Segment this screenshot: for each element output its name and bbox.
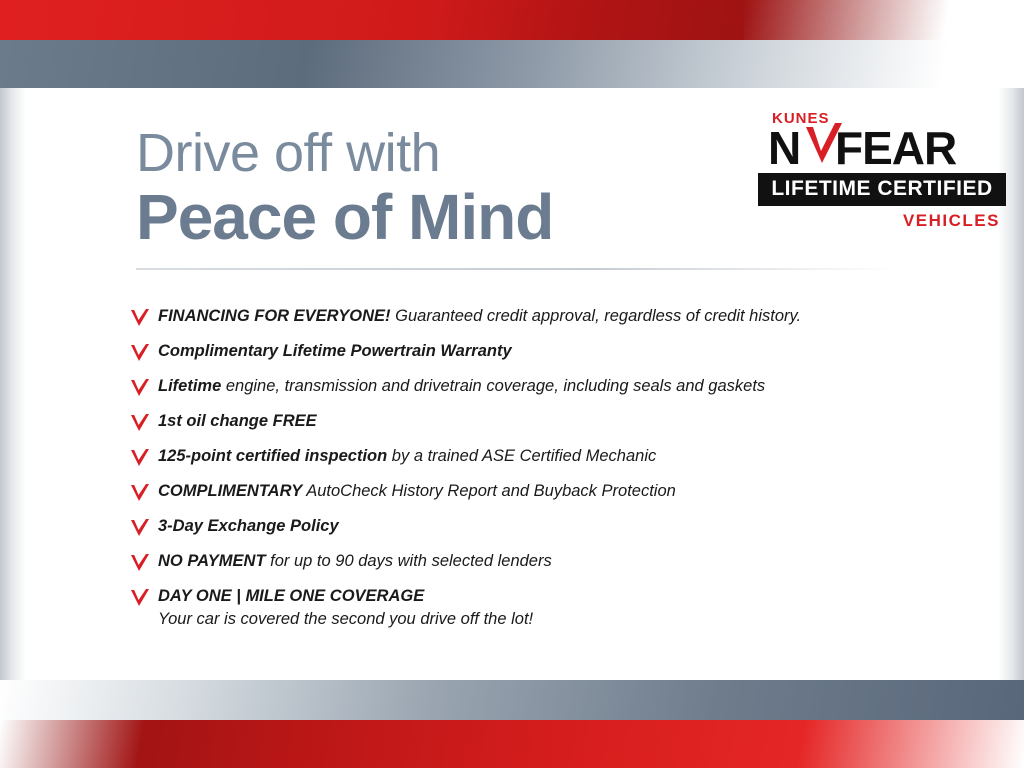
list-item	[130, 341, 930, 363]
list-item-rest: for up to 90 days with selected lenders	[265, 552, 552, 570]
logo-brand-text: KUNES	[772, 110, 830, 127]
top-red-band	[0, 0, 1024, 40]
list-item-bold: DAY ONE | MILE ONE COVERAGE	[158, 587, 425, 605]
logo-wordmark	[758, 122, 1006, 174]
logo-word-left: N	[768, 122, 801, 174]
list-item-subtext: Your car is covered the second you drive off the lot!	[158, 610, 534, 629]
list-item-text	[158, 341, 512, 362]
check-icon	[130, 483, 150, 503]
list-item	[130, 376, 930, 398]
list-item-bold: FINANCING FOR EVERYONE!	[158, 307, 391, 325]
list-item-bold: Lifetime	[158, 377, 222, 395]
red-check-icon	[802, 121, 846, 167]
check-icon	[130, 553, 150, 573]
list-item-bold: 1st oil change FREE	[158, 412, 317, 430]
list-item	[130, 481, 930, 503]
check-icon	[130, 308, 150, 328]
check-icon	[130, 518, 150, 538]
left-edge-gradient	[0, 88, 26, 680]
list-item-rest: by a trained ASE Certified Mechanic	[387, 447, 657, 465]
no-fear-logo	[758, 110, 1006, 231]
list-item-bold: COMPLIMENTARY	[158, 482, 303, 500]
list-item-bold: NO PAYMENT	[158, 552, 266, 570]
check-icon	[130, 448, 150, 468]
list-item-text	[158, 586, 533, 630]
page-title	[136, 124, 756, 252]
list-item-text	[158, 551, 552, 572]
list-item	[130, 551, 930, 573]
list-item-bold: 3-Day Exchange Policy	[158, 517, 339, 535]
list-item	[130, 306, 930, 328]
list-item-bold: 125-point certified inspection	[158, 447, 388, 465]
list-item-text	[158, 481, 676, 502]
benefits-list	[130, 306, 930, 643]
list-item	[130, 516, 930, 538]
list-item-text	[158, 306, 801, 327]
list-item-rest: AutoCheck History Report and Buyback Protection	[302, 482, 676, 500]
list-item	[130, 586, 930, 630]
headline-line-1: Drive off with	[136, 123, 441, 183]
top-gray-band	[0, 40, 1024, 88]
bottom-gray-band	[0, 680, 1024, 720]
logo-word-right: FEAR	[835, 122, 957, 174]
list-item-text	[158, 446, 656, 467]
list-item-rest: engine, transmission and drivetrain coverage, including seals and gaskets	[221, 377, 766, 395]
headline-line-2: Peace of Mind	[136, 181, 554, 254]
check-icon	[130, 413, 150, 433]
list-item-rest: Guaranteed credit approval, regardless of credit history.	[390, 307, 802, 325]
list-item-text	[158, 516, 339, 537]
check-icon	[130, 588, 150, 608]
logo-band-text: LIFETIME CERTIFIED	[758, 173, 1006, 206]
check-icon	[130, 343, 150, 363]
list-item	[130, 446, 930, 468]
list-item-text	[158, 411, 317, 432]
list-item-text	[158, 376, 765, 397]
bottom-red-band	[0, 720, 1024, 768]
list-item-bold: Complimentary Lifetime Powertrain Warranty	[158, 342, 512, 360]
list-item	[130, 411, 930, 433]
logo-sub-text: VEHICLES	[902, 210, 1000, 230]
check-icon	[130, 378, 150, 398]
headline-divider	[136, 268, 896, 270]
